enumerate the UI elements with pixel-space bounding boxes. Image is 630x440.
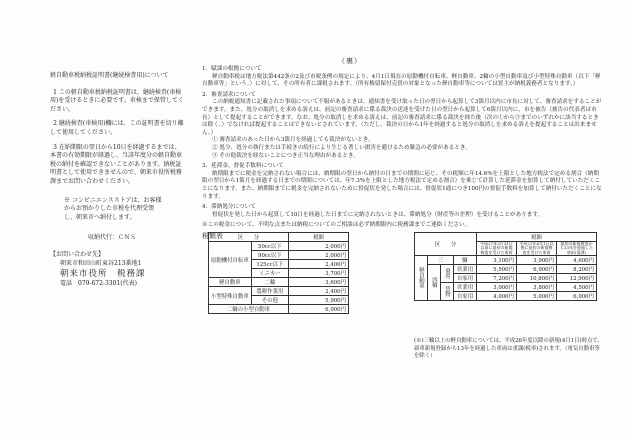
appeal-item: ② 処分、処分の執行または手続きの続行により生じる著しい損害を避けるため緊急の必要があるとき。 (212, 144, 471, 151)
tax-explanation-column (202, 66, 602, 240)
appeal-item: ③ その他裁決を経ないことにつき正当な理由があるとき。 (212, 152, 359, 159)
table-row: その他 5,900円 (209, 296, 349, 305)
heavy-tax-note: (※)三輪以上の軽自動車については、平成26年度以降の新規(4月1日)時点で、新車新規登録から13年を経過した車両は重課(税率)されます。（電気自動車等を除く） (414, 338, 604, 360)
table-subheader-row: 平成27年3月31日以前に最初の新規検査を受けた車両 平成27年4月1日以後に最初の新規検査を受けた車両 最初の新規検査から13年を経過した車両(重課) (415, 242, 597, 256)
contact-footnote: ※この税金について、不明な点または納税についてのご相談は必ず納期限内に税務課までご連絡ください。 (202, 222, 471, 229)
table-row: 貨物 営業用 3,000円 3,800円 4,500円 (415, 283, 597, 292)
section-basis: 1．賦課の根拠について 軽自動車税は地方税法第442条の2及び市税条例の規定により、4月1日現在の原動機付自転車、軽自動車、2輪の小型自動車及び小型特殊自動車（以下「軽自動車等」という。）に対して、その所有者に課税されます。（所有権留保付売買の対象となった軽自動車等については買主が納税義務者となります。） (202, 66, 601, 88)
office-address: 朝来市和田山町東谷213番地1 (60, 259, 142, 267)
table-row: 軽自動車 三 輪 3,100円 3,900円 4,600円 (415, 256, 597, 265)
table-row: 自家用 7,200円 10,800円 12,900円 (415, 274, 597, 283)
rate-table-light-vehicle (414, 232, 597, 301)
table-row: 小型特殊自動車 農耕作業用 2,400円 (209, 287, 349, 296)
table-row: 軽自動車 二輪 3,600円 (209, 278, 349, 287)
section-late-fees: 3．延滞金、督促手数料について 納期限までに税金を完納されない場合には、納期限の翌日から納付の日までの期間に応じ、その税額に年14.6%を上限とした地方税法で定める割合（納期限の翌日から1箇月を経過する日までの期間については、年7.3%を上限とした地方税法で定める割合）を乗じて計算した延滞金を加算して納付していただくことになります。また、納期限までに税金を完納されないために督促状を発した場合には、督促状1通につき100円の督促手数料を加算して納付いただくことになります。 (202, 163, 602, 200)
note-3: 3 在納期限の翌日から10日を経過するまでは、本書の有効期限が経過し、当該年度分の軽自動車税の納付を確認できないことがあります。納税証明書として使用できませんので、朝来市役所税務課までお問い合わせください。 (50, 143, 183, 185)
table-row: 原動機付自転車 50cc以下 2,000円 (209, 242, 349, 251)
note-2: 2 継続検査(車検用)欄には、この証明書を切り離して使用してください。 (50, 120, 184, 136)
office-name: 朝来市役所 税務課 (60, 269, 146, 280)
table-header-row: 区 分 税額 (209, 233, 349, 242)
section-appeal: 2．審査請求について この納税通知書に記載された事項について不服があるときは、通知書を受け取った日の翌日から起算して3箇月以内に市長に対して、審査請求をすることができます。また、処分の取消しを求める訴えは、前記の審査請求に係る裁決の送達を受けた日の翌日から起算して6箇月以内に、市を被告（被告の代表者は市長）として提起することができます。なお、処分の取消しを求める訴えは、前記の審査請求に係る裁決を経た後（次の①から③までのいずれかに該当するときは除く。）でなければ提起することはできないとされています。（ただし、裁決の日から1年を経過すると処分の取消しを求める訴えを提起することは出来ません。） ① 審査請求のあった日から3箇月を経過しても裁決がないとき。 ② 処分、処分の執行または手続きの続行により生じる著しい損害を避けるため緊急の必要があるとき。 ③ その他裁決を経ないことにつき正当な理由があるとき。 (202, 91, 602, 159)
table-row: 125cc以下 2,400円 (209, 260, 349, 269)
appeal-item: ① 審査請求のあった日から3箇月を経過しても裁決がないとき。 (212, 137, 374, 144)
certificate-heading: 軽自動車税納税証明書(継続検査用)について (50, 72, 169, 79)
rate-table-title: 税額表 (202, 231, 223, 240)
note-1: 1 この軽自動車税納税証明書は、継続検査(車検用)を受けるときに必要です。車検まで保管してください。 (50, 88, 184, 113)
convenience-store-note: ※ コンビニエンスストアは、お客様からお預かりした市税を代理受領し、朝来市へ納付します。 (64, 196, 162, 221)
inquiry-label: 【お問い合わせ先】 (50, 250, 105, 258)
table-row: 四輪 乗用 営業用 5,500円 6,900円 8,200円 (415, 265, 597, 274)
table-row: 二輪の小型自動車 6,000円 (209, 305, 349, 314)
section-delinquency: 4．滞納処分について 督促状を発した日から起算して10日を経過した日までに完納されないときは、滞納処分（財産等の差押）を受けることがあります。 (202, 204, 544, 218)
back-side-title: （裏） (338, 57, 362, 65)
table-row: ミニカー 3,700円 (209, 269, 349, 278)
table-row: 90cc以下 2,000円 (209, 251, 349, 260)
certificate-notes-column (50, 72, 185, 288)
table-header-row: 区 分 税額 (415, 233, 597, 242)
table-row: 自家用 4,000円 5,000円 6,000円 (415, 292, 597, 301)
rate-table-general (208, 232, 349, 314)
office-phone: 電話 079-672-3301(代表) (60, 279, 137, 287)
collection-agent: 収納代行：ＣＮＳ (88, 234, 137, 242)
